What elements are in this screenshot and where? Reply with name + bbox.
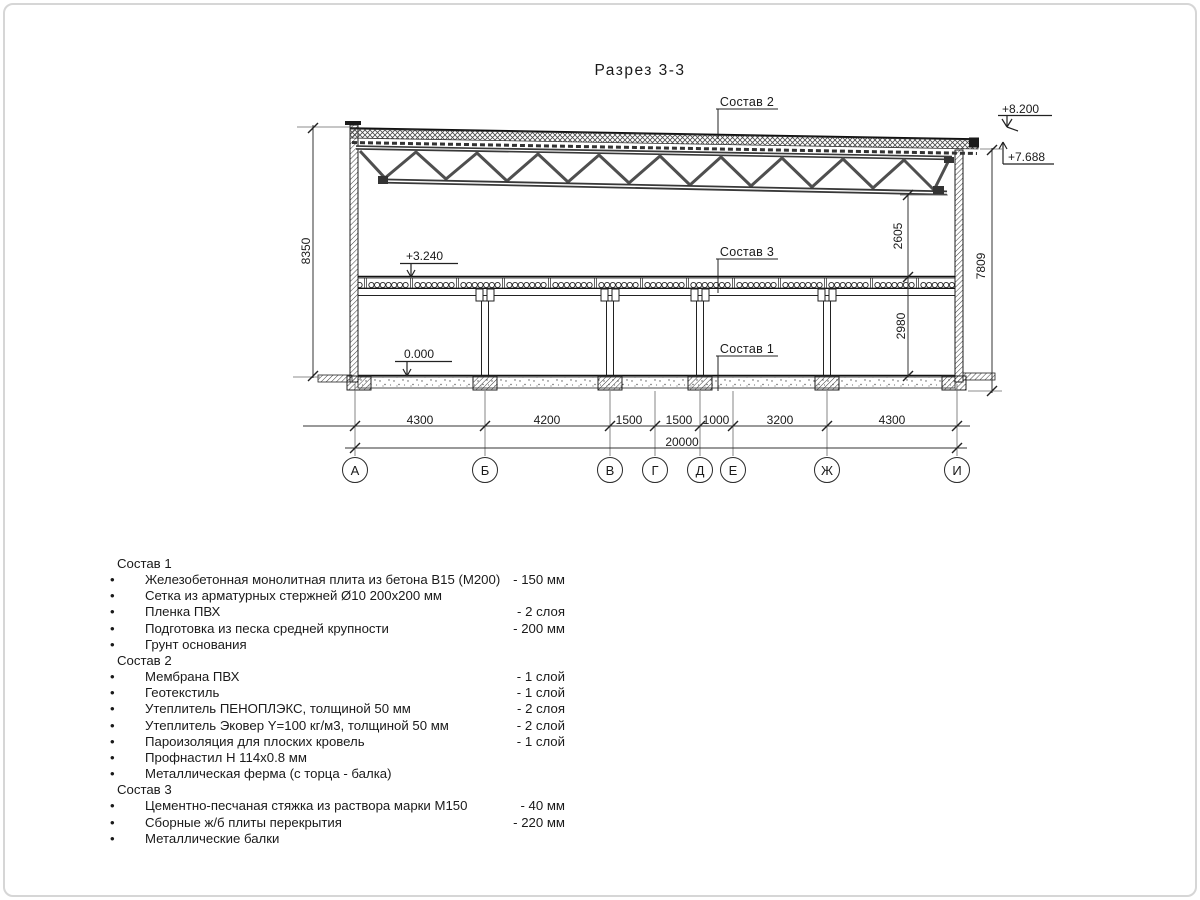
label-sostav-3: Состав 3 xyxy=(719,245,775,259)
axis-bubble-d: Д xyxy=(687,457,713,483)
columns xyxy=(476,289,836,376)
legend-item: • Цементно-песчаная стяжка из раствора марки М150 - 40 мм xyxy=(105,798,565,814)
bullet: • xyxy=(110,604,115,620)
dim-span-5: 1000 xyxy=(702,413,730,427)
elevation-ground-label: 0.000 xyxy=(404,347,435,361)
material-legend xyxy=(105,556,565,847)
dim-left-8350: 8350 xyxy=(299,237,313,265)
axis-bubble-b: Б xyxy=(472,457,498,483)
dim-span-3: 1500 xyxy=(615,413,643,427)
legend-item: • Железобетонная монолитная плита из бетона В15 (М200) - 150 мм xyxy=(105,572,565,588)
bullet: • xyxy=(110,701,115,717)
legend-item: • Утеплитель ПЕНОПЛЭКС, толщиной 50 мм - 2 слоя xyxy=(105,701,565,717)
bullet: • xyxy=(110,830,115,846)
axis-bubble-v: В xyxy=(597,457,623,483)
axis-bubble-e: Е xyxy=(720,457,746,483)
legend-item: • Подготовка из песка средней крупности - 200 мм xyxy=(105,621,565,637)
bullet: • xyxy=(110,636,115,652)
legend-heading: Состав 3 xyxy=(117,782,172,798)
axis-bubble-i: И xyxy=(944,457,970,483)
dim-span-1: 4300 xyxy=(406,413,434,427)
bullet: • xyxy=(110,717,115,733)
legend-item: • Грунт основания xyxy=(105,637,565,653)
dim-span-7: 4300 xyxy=(878,413,906,427)
dim-span-4: 1500 xyxy=(665,413,693,427)
dim-right-2980: 2980 xyxy=(894,312,908,340)
elevation-floor-label: +3.240 xyxy=(406,249,444,263)
label-sostav-2: Состав 2 xyxy=(719,95,775,109)
bullet: • xyxy=(110,766,115,782)
axis-bubble-a: А xyxy=(342,457,368,483)
legend-heading: Состав 1 xyxy=(117,556,172,571)
legend-item: • Пароизоляция для плоских кровель - 1 слой xyxy=(105,734,565,750)
legend-item: • Пленка ПВХ - 2 слоя xyxy=(105,604,565,620)
ground-slab xyxy=(318,373,995,390)
dim-right-7809: 7809 xyxy=(974,252,988,280)
legend-item: • Утеплитель Эковер Y=100 кг/м3, толщиной 50 мм - 2 слой xyxy=(105,718,565,734)
bullet: • xyxy=(110,572,115,588)
dim-span-6: 3200 xyxy=(766,413,794,427)
axis-bubble-g: Г xyxy=(642,457,668,483)
bullet: • xyxy=(110,685,115,701)
legend-item: • Сетка из арматурных стержней Ø10 200х200 мм xyxy=(105,588,565,604)
elevation-roof-label: +7.688 xyxy=(1008,150,1046,164)
dim-total-20000: 20000 xyxy=(665,435,699,449)
drawing-title: Разрез 3-3 xyxy=(594,62,686,79)
legend-item: • Мембрана ПВХ - 1 слой xyxy=(105,669,565,685)
bullet: • xyxy=(110,749,115,765)
bullet: • xyxy=(110,588,115,604)
legend-item: • Геотекстиль - 1 слой xyxy=(105,685,565,701)
middle-floor xyxy=(358,277,955,296)
bullet: • xyxy=(110,814,115,830)
bullet: • xyxy=(110,798,115,814)
dimension-lines xyxy=(293,123,1002,456)
roof-truss xyxy=(356,148,954,195)
legend-item: • Металлические балки xyxy=(105,831,565,847)
legend-item: • Сборные ж/б плиты перекрытия - 220 мм xyxy=(105,815,565,831)
axis-bubble-zh: Ж xyxy=(814,457,840,483)
dim-right-2605: 2605 xyxy=(891,222,905,250)
bullet: • xyxy=(110,669,115,685)
label-sostav-1: Состав 1 xyxy=(719,342,775,356)
right-wall xyxy=(955,150,963,382)
bullet: • xyxy=(110,733,115,749)
elevation-top-label: +8.200 xyxy=(1002,102,1040,116)
bullet: • xyxy=(110,620,115,636)
left-wall xyxy=(345,121,361,382)
legend-item: • Профнастил Н 114х0.8 мм xyxy=(105,750,565,766)
legend-heading: Состав 2 xyxy=(117,652,172,668)
dim-span-2: 4200 xyxy=(533,413,561,427)
legend-item: • Металлическая ферма (с торца - балка) xyxy=(105,766,565,782)
